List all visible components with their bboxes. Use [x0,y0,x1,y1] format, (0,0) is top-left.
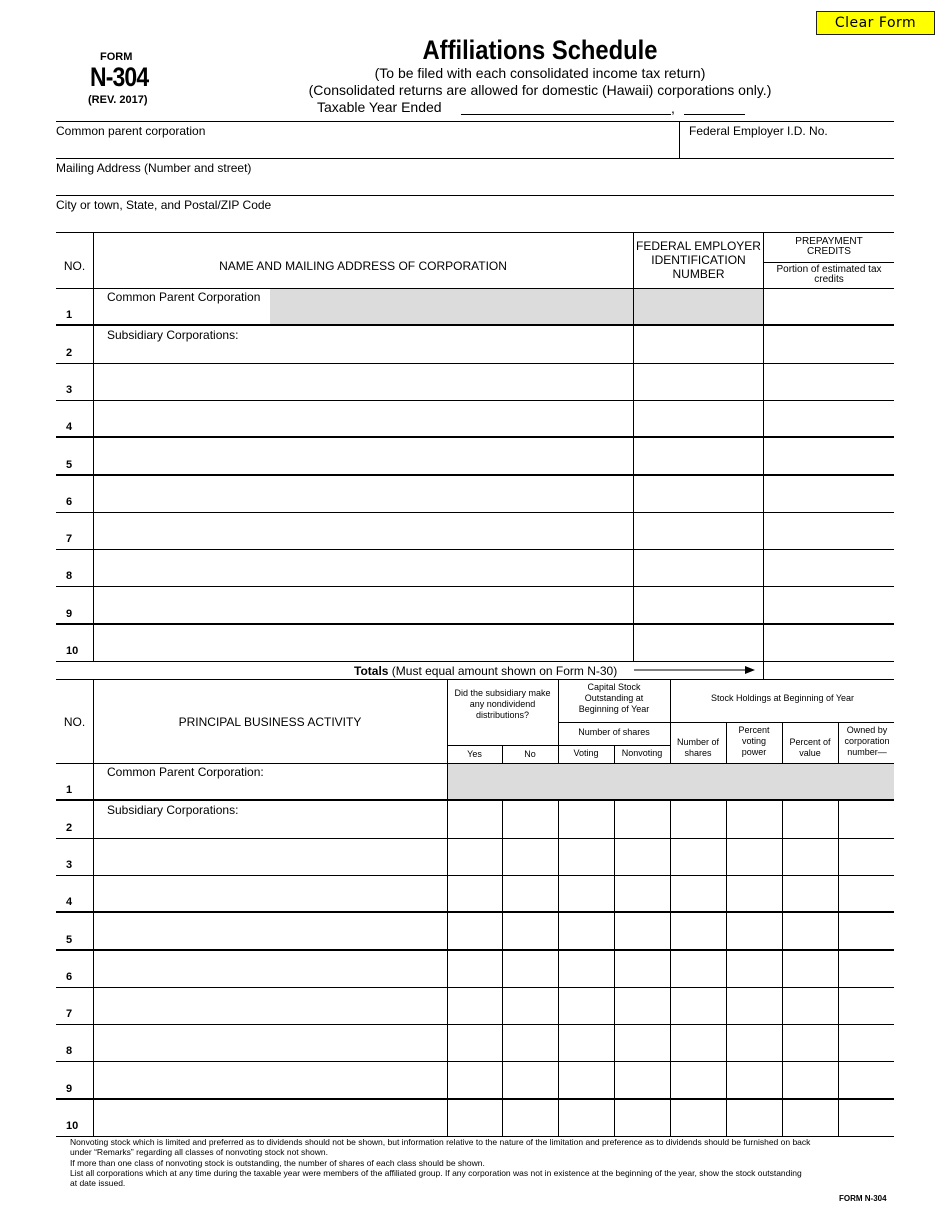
t1-row-number: 1 [66,309,73,322]
t2-row-number: 2 [66,821,73,834]
shaded-cell [270,289,633,325]
t2-row1-label: Common Parent Corporation: [107,765,264,779]
t1-row-divider [56,363,894,364]
t1-col-fein: FEDERAL EMPLOYER IDENTIFICATION NUMBER [636,239,761,281]
common-parent-field[interactable]: Common parent corporation [56,124,206,138]
city-state-zip-field[interactable]: City or town, State, and Postal/ZIP Code [56,198,272,212]
footnotes [70,1137,890,1188]
t1-row-divider [56,324,894,326]
t2-col-h-voting: Percent voting power [738,725,770,757]
t1-row-number: 10 [66,645,79,657]
t2-col-no: NO. [63,715,86,729]
clear-form-button[interactable]: Clear Form [816,11,935,35]
t2-row-divider [56,911,894,913]
t2-col-num-shares: Number of shares [578,727,650,737]
t2-row-divider [56,875,894,876]
t1-row-divider [56,549,894,550]
taxable-year-label: Taxable Year Ended [317,99,442,115]
t1-row-divider [56,474,894,476]
arrow-right-icon [633,664,758,676]
t2-row-divider [56,987,894,988]
footnote-line: If more than one class of nonvoting stock is outstanding, the number of shares of each class should be shown. [70,1157,485,1168]
divider [679,121,680,158]
divider [56,121,894,122]
t2-col-nondividend: Did the subsidiary make any nondividend distributions? [454,688,551,720]
t2-row-divider [56,799,894,801]
mailing-address-field[interactable]: Mailing Address (Number and street) [56,161,252,175]
t2-col-h-value: Percent of value [789,737,831,758]
t1-row-number: 2 [66,346,73,359]
t2-row-number: 3 [66,858,73,871]
t1-row-number: 4 [66,421,73,434]
t2-row-divider [56,1061,894,1062]
t1-col-name: NAME AND MAILING ADDRESS OF CORPORATION [219,259,507,273]
t2-row-divider [56,1024,894,1025]
t2-col-h-owned: Owned by corporation number— [844,725,890,757]
t1-col-prepay-sub: Portion of estimated tax credits [776,264,882,285]
t1-row-number: 8 [66,570,73,583]
t1-row-divider [56,512,894,513]
t2-row-number: 5 [66,933,73,946]
t2-row-divider [56,949,894,951]
t1-row1-label: Common Parent Corporation [107,290,261,304]
taxable-year-suffix-input[interactable] [684,114,745,115]
footnote-line: Nonvoting stock which is limited and preferred as to dividends should not be shown, but information relative to the nature of the limitation and preference as to dividends should be furnished on back [70,1137,811,1147]
t2-col-capital: Capital Stock Outstanding at Beginning of Year [578,682,650,714]
footnote-line: List all corporations which at any time during the taxable year were members of the affiliated group. If any corporation was not in existence at the beginning of the year, show the stock outstanding [70,1167,802,1178]
t1-row-divider [56,400,894,401]
taxable-year-comma: , [671,100,675,116]
shaded-cell [448,764,894,800]
t1-row2-label: Subsidiary Corporations: [107,328,239,342]
form-revision: (REV. 2017) [88,94,148,106]
t2-row-number: 8 [66,1045,73,1058]
fein-field[interactable]: Federal Employer I.D. No. [689,124,828,138]
t1-row-number: 7 [66,533,73,546]
t2-col-h-shares: Number of shares [676,737,720,758]
subtitle-domestic: (Consolidated returns are allowed for domestic (Hawaii) corporations only.) [308,82,772,98]
t2-row-number: 9 [66,1082,73,1095]
t1-row-divider [56,436,894,438]
t1-col-prepay: PREPAYMENT CREDITS [795,236,863,257]
page-title: Affiliations Schedule [422,35,658,65]
t1-row-number: 6 [66,495,73,508]
subtitle-filing: (To be filed with each consolidated income tax return) [374,65,706,81]
form-number: N-304 [90,62,149,92]
t2-row-number: 4 [66,896,73,909]
shaded-cell [634,289,763,325]
t2-row-divider [56,1098,894,1100]
footnote-line: at date issued. [70,1178,126,1189]
form-label: FORM [100,51,133,63]
t2-col-voting: Voting [573,748,599,758]
t1-row-divider [56,586,894,587]
t2-row-number: 7 [66,1008,73,1021]
t2-row-number: 1 [66,784,73,797]
footer-form-id: FORM N-304 [839,1194,887,1203]
t2-col-nonvoting: Nonvoting [621,748,663,758]
footnote-line: under “Remarks” regarding all classes of nonvoting stock not shown. [70,1147,328,1158]
totals-label: Totals (Must equal amount shown on Form N-30) [354,664,618,678]
divider [56,158,894,159]
t1-row-divider [56,623,894,625]
t1-row-number: 3 [66,383,73,396]
t2-row-number: 10 [66,1120,79,1132]
t2-col-holdings: Stock Holdings at Beginning of Year [710,693,855,703]
t2-col-no-answer: No [524,749,536,759]
taxable-year-input[interactable] [461,114,671,115]
t1-row-number: 5 [66,458,73,471]
t2-row-divider [56,838,894,839]
t1-col-no: NO. [63,259,86,273]
t2-col-activity: PRINCIPAL BUSINESS ACTIVITY [178,715,362,729]
t1-row-number: 9 [66,607,73,620]
t2-row-number: 6 [66,970,73,983]
t2-col-yes: Yes [467,749,482,759]
t2-row2-label: Subsidiary Corporations: [107,803,239,817]
divider [56,195,894,196]
t1-row-divider [56,661,894,662]
